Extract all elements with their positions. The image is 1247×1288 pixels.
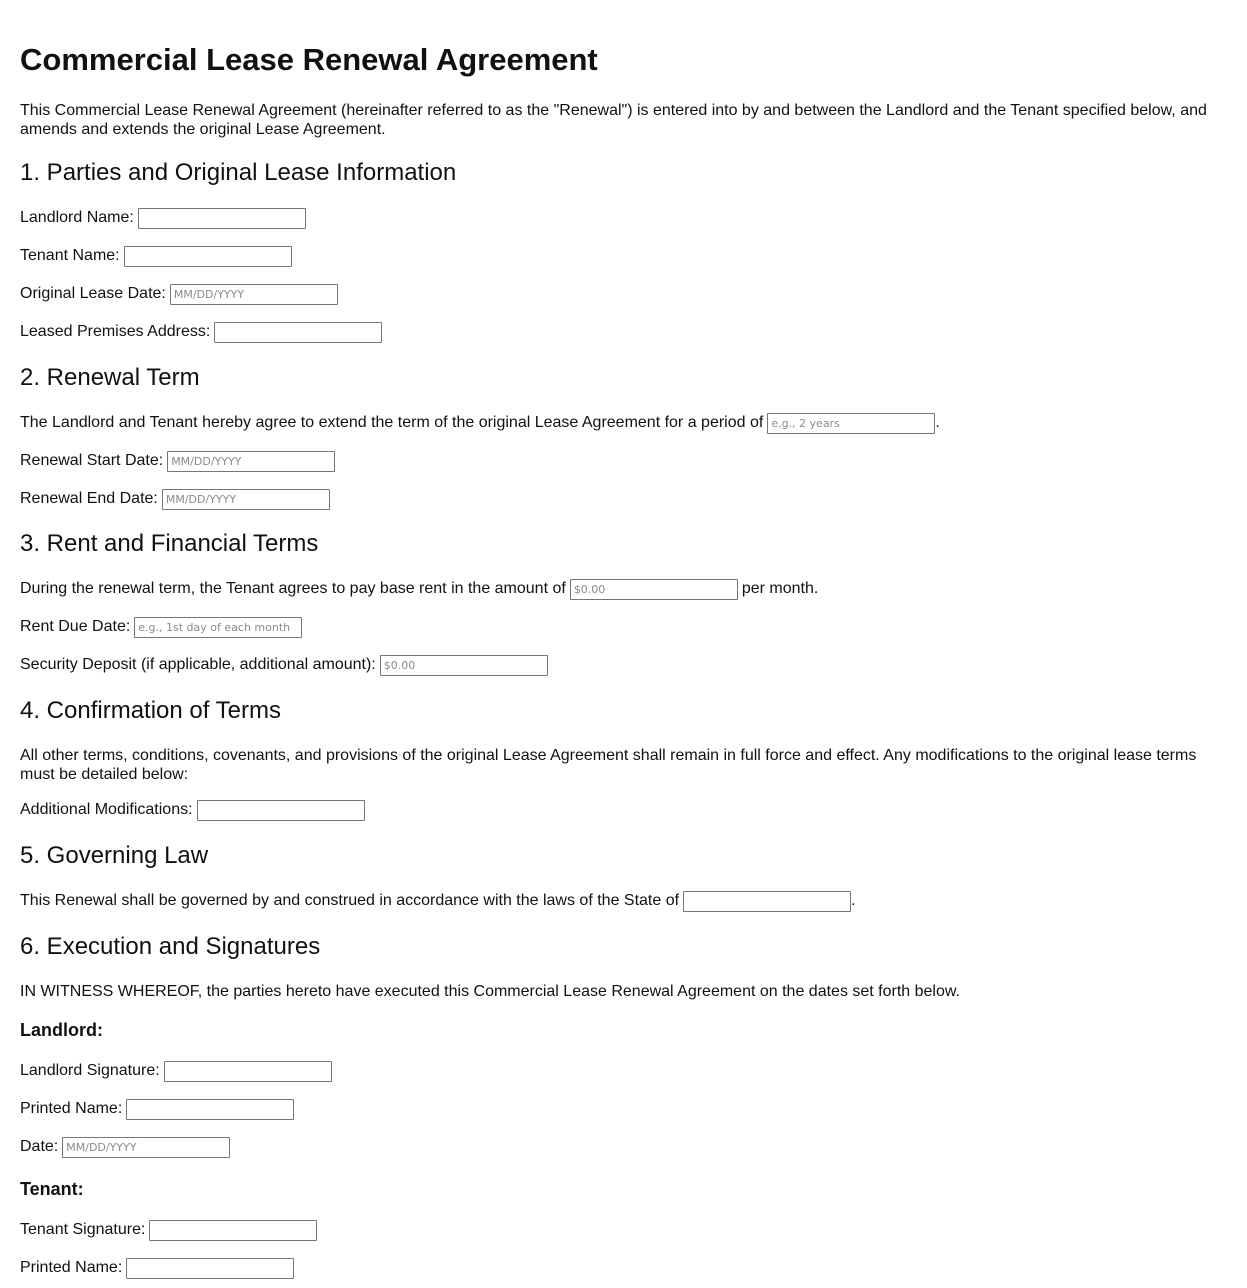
additional-modifications-row (20, 799, 369, 821)
renewal-start-row (20, 450, 339, 472)
renewal-period-suffix: . (935, 414, 940, 431)
rent-due-row (20, 616, 306, 638)
original-lease-date-label: Original Lease Date: (20, 285, 166, 302)
base-rent-input[interactable] (570, 579, 738, 600)
renewal-period-input[interactable] (767, 413, 935, 434)
tenant-name-row (20, 245, 296, 267)
base-rent-suffix: per month. (741, 580, 819, 597)
landlord-heading: Landlord: (20, 1020, 103, 1040)
renewal-start-label: Renewal Start Date: (20, 452, 164, 469)
base-rent-row (20, 578, 818, 600)
original-lease-date-input[interactable] (170, 284, 338, 305)
renewal-period-row (20, 412, 940, 434)
additional-modifications-input[interactable] (197, 800, 365, 821)
landlord-printed-name-input[interactable] (126, 1099, 294, 1120)
section-1-heading: 1. Parties and Original Lease Information (20, 159, 457, 186)
section-2-heading: 2. Renewal Term (20, 364, 200, 391)
section-4-heading: 4. Confirmation of Terms (20, 697, 281, 724)
witness-paragraph: IN WITNESS WHEREOF, the parties hereto have executed this Commercial Lease Renewal Agreement on the dates set forth below. (20, 983, 960, 1000)
tenant-signature-label: Tenant Signature: (20, 1221, 146, 1238)
landlord-date-label: Date: (20, 1138, 59, 1155)
tenant-heading: Tenant: (20, 1179, 84, 1199)
tenant-name-label: Tenant Name: (20, 247, 120, 264)
landlord-printed-name-row (20, 1098, 298, 1120)
premises-address-label: Leased Premises Address: (20, 323, 211, 340)
page-title: Commercial Lease Renewal Agreement (20, 42, 598, 77)
landlord-name-label: Landlord Name: (20, 209, 134, 226)
renewal-start-input[interactable] (167, 451, 335, 472)
security-deposit-row (20, 654, 552, 676)
landlord-date-row (20, 1136, 234, 1158)
security-deposit-label: Security Deposit (if applicable, additional amount): (20, 656, 376, 673)
landlord-date-input[interactable] (62, 1137, 230, 1158)
base-rent-text: During the renewal term, the Tenant agrees to pay base rent in the amount of (20, 580, 566, 597)
tenant-printed-name-label: Printed Name: (20, 1259, 123, 1276)
landlord-name-input[interactable] (138, 208, 306, 229)
tenant-signature-input[interactable] (149, 1220, 317, 1241)
tenant-name-input[interactable] (124, 246, 292, 267)
landlord-name-row (20, 207, 310, 229)
rent-due-input[interactable] (134, 617, 302, 638)
renewal-period-text: The Landlord and Tenant hereby agree to extend the term of the original Lease Agreement for a period of (20, 414, 764, 431)
original-lease-date-row (20, 283, 342, 305)
governing-law-suffix: . (851, 892, 856, 909)
additional-modifications-label: Additional Modifications: (20, 801, 193, 818)
section-5-heading: 5. Governing Law (20, 842, 209, 869)
landlord-signature-row (20, 1060, 336, 1082)
premises-address-row (20, 321, 386, 343)
premises-address-input[interactable] (214, 322, 382, 343)
security-deposit-input[interactable] (380, 655, 548, 676)
section-6-heading: 6. Execution and Signatures (20, 933, 321, 960)
intro-paragraph: This Commercial Lease Renewal Agreement (hereinafter referred to as the "Renewal") is entered into by and between the Landlord and the Tenant specified below, and amends and extends the original Lease Agreement. (20, 102, 1207, 138)
rent-due-label: Rent Due Date: (20, 618, 131, 635)
governing-law-row (20, 890, 856, 912)
landlord-signature-input[interactable] (164, 1061, 332, 1082)
renewal-end-row (20, 488, 334, 510)
landlord-printed-name-label: Printed Name: (20, 1100, 123, 1117)
renewal-end-label: Renewal End Date: (20, 490, 158, 507)
confirmation-paragraph: All other terms, conditions, covenants, and provisions of the original Lease Agreement shall remain in full force and effect. Any modifications to the original lease terms must be detailed below: (20, 747, 1197, 783)
renewal-end-input[interactable] (162, 489, 330, 510)
tenant-signature-row (20, 1219, 321, 1241)
governing-law-text: This Renewal shall be governed by and construed in accordance with the laws of the State of (20, 892, 680, 909)
governing-state-input[interactable] (683, 891, 851, 912)
section-3-heading: 3. Rent and Financial Terms (20, 530, 319, 557)
tenant-printed-name-input[interactable] (126, 1258, 294, 1279)
tenant-printed-name-row (20, 1257, 298, 1279)
landlord-signature-label: Landlord Signature: (20, 1062, 160, 1079)
